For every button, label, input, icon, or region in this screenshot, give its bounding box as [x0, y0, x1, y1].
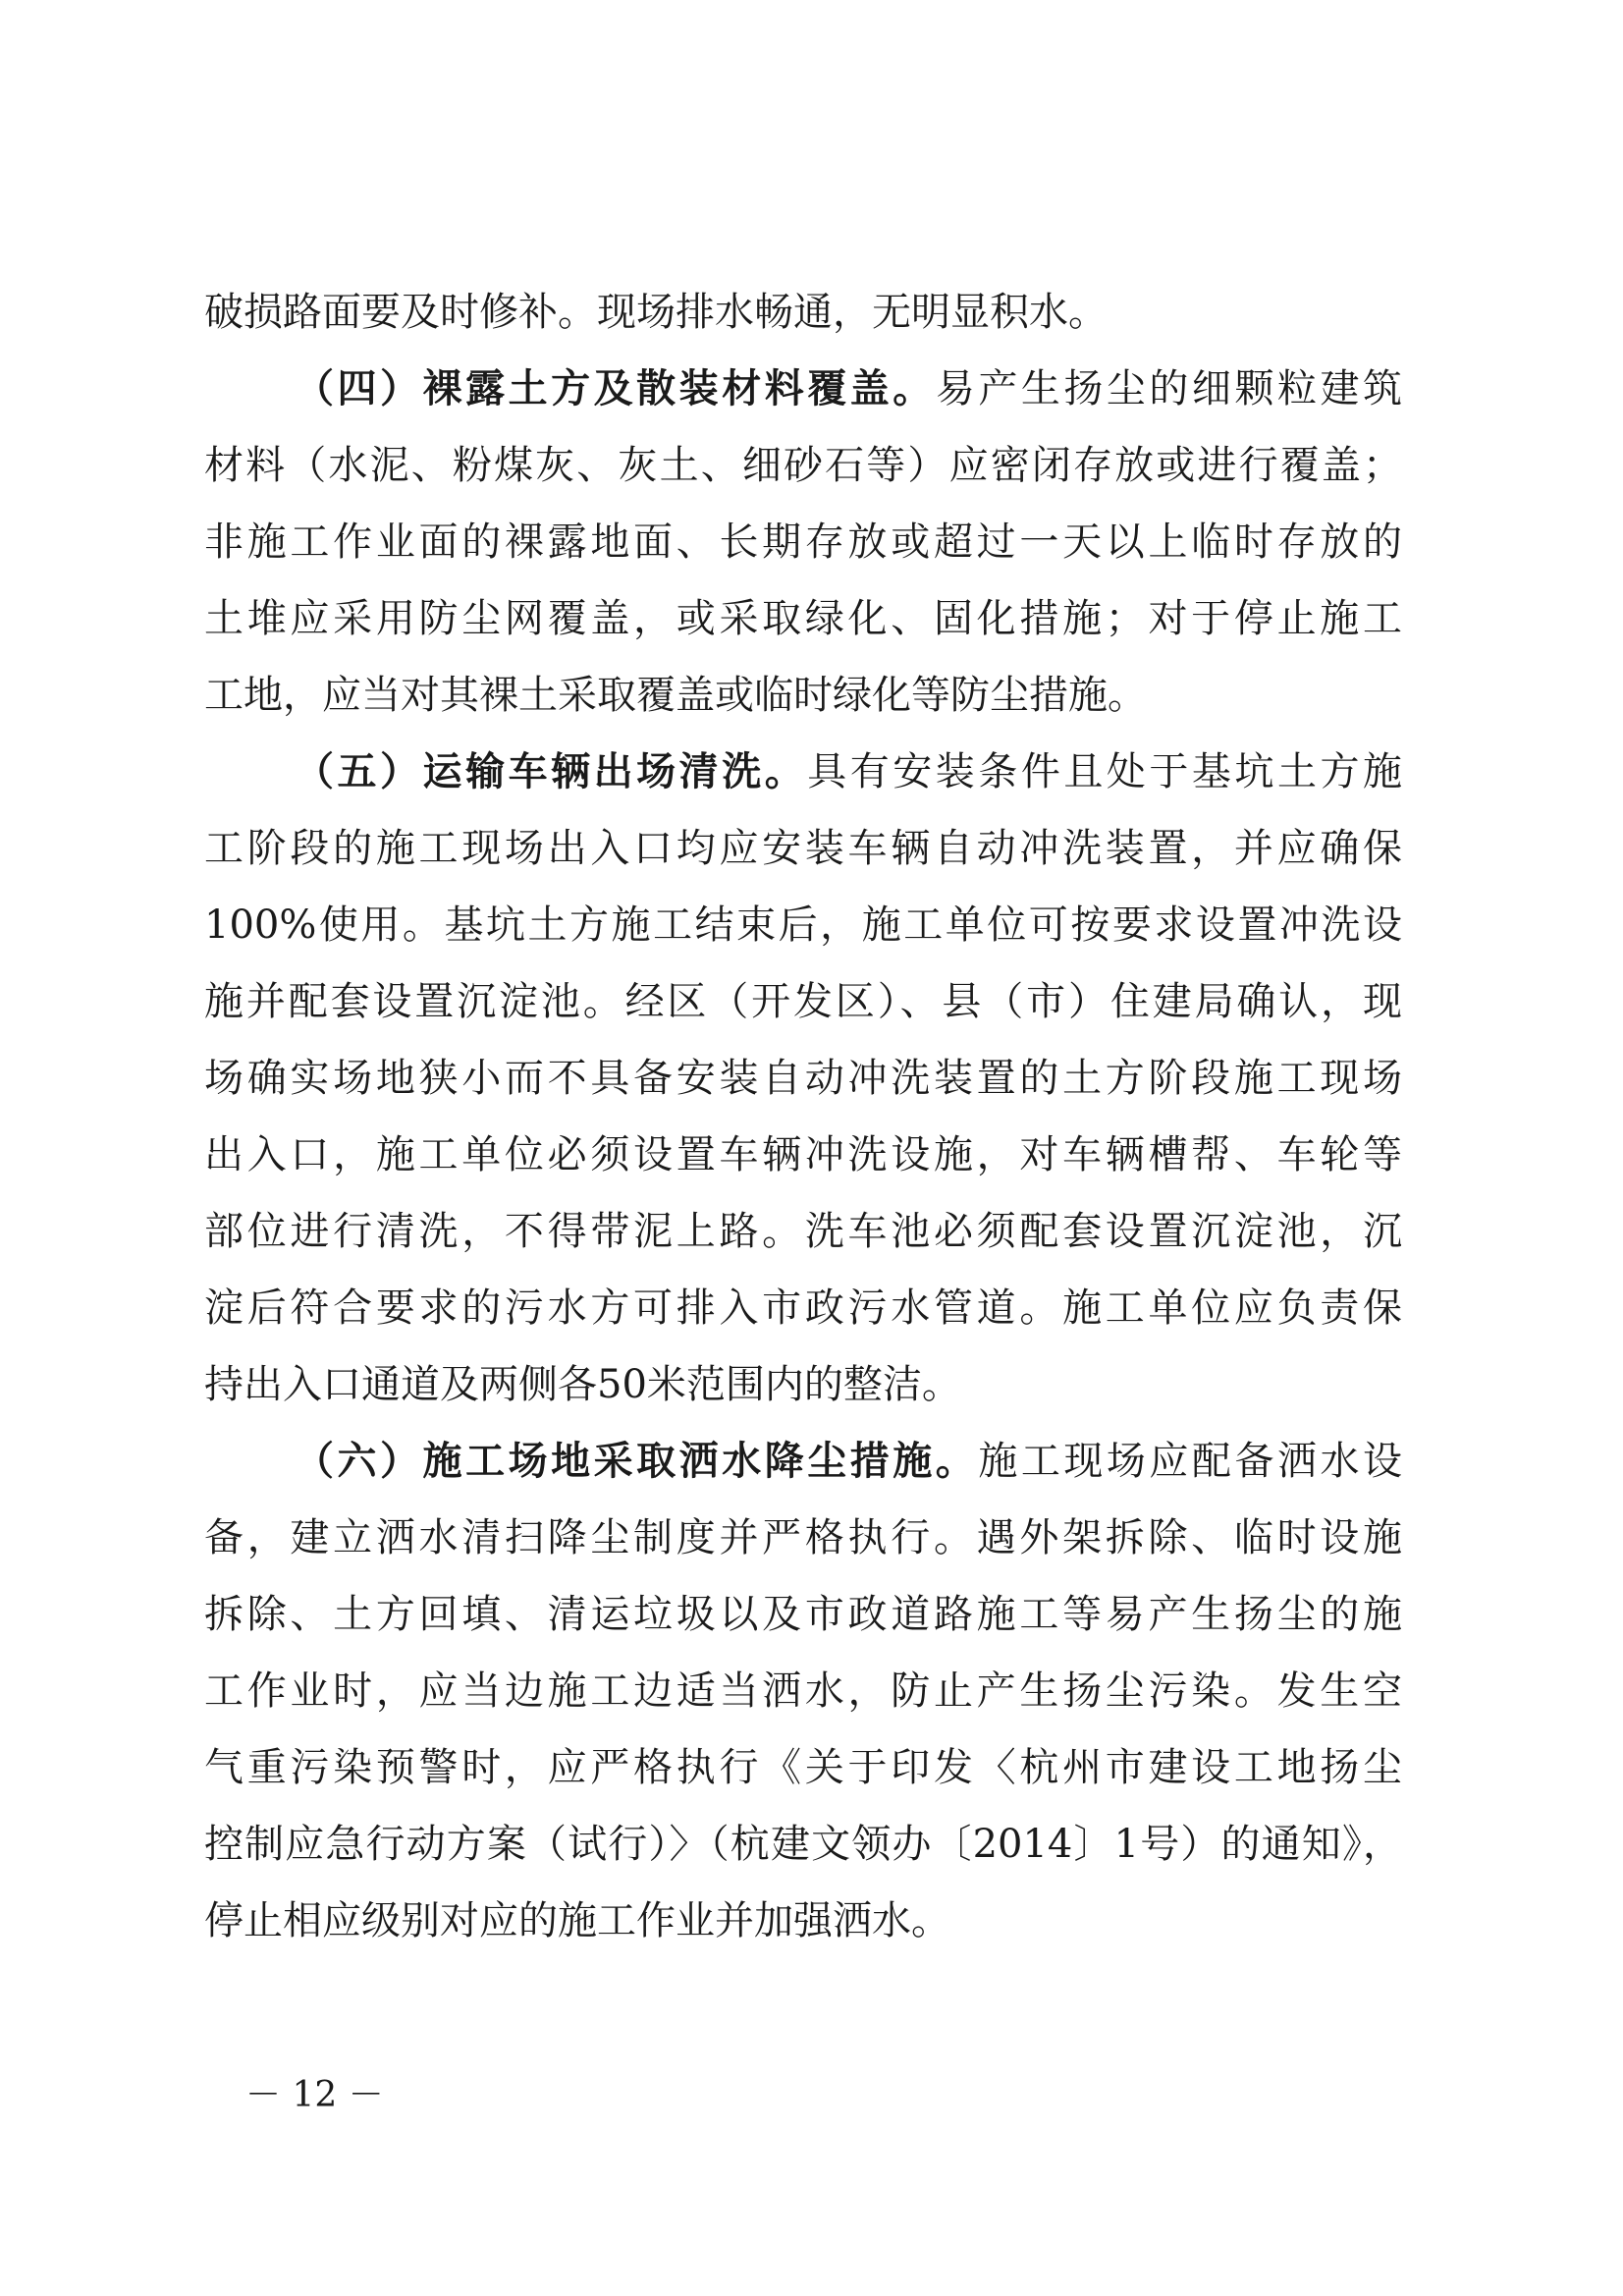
section-4-heading: （四）裸露土方及散装材料覆盖。: [295, 365, 936, 411]
section-5-first-line: [295, 747, 1402, 796]
section-6-text: 施工现场应配备洒水设: [978, 1439, 1402, 1484]
body-text-line: 材料（水泥、粉煤灰、灰土、细砂石等）应密闭存放或进行覆盖；: [204, 443, 1402, 488]
body-text-line: 出入口，施工单位必须设置车辆冲洗设施，对车辆槽帮、车轮等: [204, 1132, 1402, 1177]
section-4-first-line: [295, 364, 1402, 413]
section-4-text: 易产生扬尘的细颗粒建筑: [935, 366, 1402, 411]
body-text-line: 备，建立洒水清扫降尘制度并严格执行。遇外架拆除、临时设施: [204, 1515, 1402, 1560]
section-5-heading: （五）运输车辆出场清洗。: [295, 748, 808, 794]
body-text-line: 工作业时，应当边施工边适当洒水，防止产生扬尘污染。发生空: [204, 1668, 1402, 1714]
body-text-line: 破损路面要及时修补。现场排水畅通，无明显积水。: [204, 290, 1108, 335]
body-text-line: 停止相应级别对应的施工作业并加强洒水。: [204, 1898, 950, 1943]
body-text-line: 拆除、土方回填、清运垃圾以及市政道路施工等易产生扬尘的施: [204, 1592, 1402, 1637]
section-5-text: 具有安装条件且处于基坑土方施: [807, 749, 1402, 794]
page-number: － 12 －: [245, 2075, 384, 2115]
body-text-line: 土堆应采用防尘网覆盖，或采取绿化、固化措施；对于停止施工: [204, 596, 1402, 641]
body-text-line: 100%使用。基坑土方施工结束后，施工单位可按要求设置冲洗设: [204, 902, 1402, 948]
body-text-line: 控制应急行动方案（试行）〉（杭建文领办〔2014〕1号）的通知》，: [204, 1822, 1402, 1867]
section-6-heading: （六）施工场地采取洒水降尘措施。: [295, 1438, 979, 1484]
body-text-line: 工地，应当对其裸土采取覆盖或临时绿化等防尘措施。: [204, 673, 1147, 718]
body-text-line: 施并配套设置沉淀池。经区（开发区）、县（市）住建局确认，现: [204, 979, 1402, 1024]
section-6-first-line: [295, 1437, 1402, 1486]
body-text-line: 持出入口通道及两侧各50米范围内的整洁。: [204, 1362, 961, 1407]
body-text-line: 气重污染预警时，应严格执行《关于印发〈杭州市建设工地扬尘: [204, 1745, 1402, 1790]
body-text-line: 淀后符合要求的污水方可排入市政污水管道。施工单位应负责保: [204, 1285, 1402, 1331]
body-text-line: 非施工作业面的裸露地面、长期存放或超过一天以上临时存放的: [204, 519, 1402, 565]
body-text-line: 场确实场地狭小而不具备安装自动冲洗装置的土方阶段施工现场: [204, 1056, 1402, 1101]
body-text-line: 工阶段的施工现场出入口均应安装车辆自动冲洗装置，并应确保: [204, 826, 1402, 871]
body-text-line: 部位进行清洗，不得带泥上路。洗车池必须配套设置沉淀池，沉: [204, 1209, 1402, 1254]
